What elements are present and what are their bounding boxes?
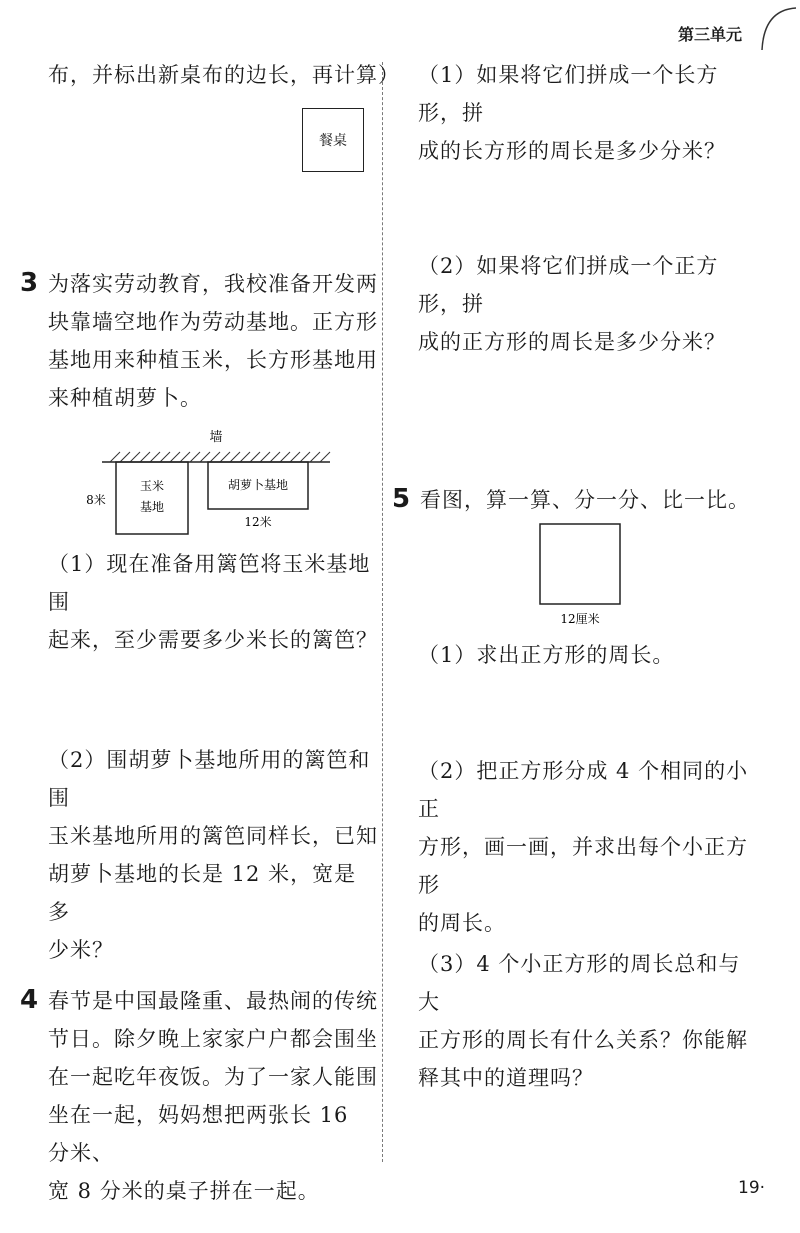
wall-hatching xyxy=(110,452,330,462)
text-line: 基地用来种植玉米，长方形基地用 xyxy=(48,348,378,372)
question-3-part-2 xyxy=(48,741,378,969)
text-line: 坐在一起，妈妈想把两张长 16 分米、 xyxy=(48,1103,349,1165)
carry-over-line: 布，并标出新桌布的边长，再计算） xyxy=(48,63,400,87)
question-5-part-3 xyxy=(418,945,758,1097)
text-line: 宽 8 分米的桌子拼在一起。 xyxy=(48,1179,320,1203)
square-side-label: 12厘米 xyxy=(560,612,600,626)
question-4-text xyxy=(48,982,378,1210)
text-line: 胡萝卜基地的长是 12 米，宽是多 xyxy=(48,862,357,924)
text-line: 节日。除夕晚上家家户户都会围坐 xyxy=(48,1027,378,1051)
text-line: 的周长。 xyxy=(418,911,506,935)
question-5-part-1 xyxy=(418,636,758,674)
text-line: 在一起吃年夜饭。为了一家人能围 xyxy=(48,1065,378,1089)
carrot-length-label: 12米 xyxy=(244,515,272,529)
text-line: 来种植胡萝卜。 xyxy=(48,386,202,410)
question-5-number: 5 xyxy=(392,484,411,514)
carrot-label: 胡萝卜基地 xyxy=(227,478,289,492)
text-line: 成的长方形的周长是多少分米？ xyxy=(418,139,726,163)
corn-plot xyxy=(116,462,188,534)
text-line: （3）4 个小正方形的周长总和与大 xyxy=(418,952,741,1014)
text-line: 成的正方形的周长是多少分米？ xyxy=(418,330,726,354)
text-line: 正方形的周长有什么关系？你能解 xyxy=(418,1028,748,1052)
square-figure xyxy=(530,520,630,630)
text-line: （1）求出正方形的周长。 xyxy=(418,643,675,667)
question-3-text xyxy=(48,265,378,417)
corn-label-1: 玉米 xyxy=(139,479,165,493)
corn-label-2: 基地 xyxy=(139,500,165,514)
text-line: 春节是中国最隆重、最热闹的传统 xyxy=(48,989,378,1013)
question-3-part-1 xyxy=(48,545,378,659)
text-line: 块靠墙空地作为劳动基地。正方形 xyxy=(48,310,378,334)
question-4-part-2 xyxy=(418,247,758,361)
text-line: 玉米基地所用的篱笆同样长，已知 xyxy=(48,824,378,848)
side-length-label: 8米 xyxy=(86,493,106,507)
wall-garden-diagram xyxy=(80,425,360,540)
text-line: 起来，至少需要多少米长的篱笆？ xyxy=(48,628,378,652)
page-number: 19· xyxy=(738,1178,766,1198)
text-line: 为落实劳动教育，我校准备开发两 xyxy=(48,272,378,296)
text-line: （1）如果将它们拼成一个长方形，拼 xyxy=(418,63,719,125)
text-line: （2）如果将它们拼成一个正方形，拼 xyxy=(418,254,719,316)
text-line: （1）现在准备用篱笆将玉米基地围 xyxy=(48,552,371,614)
text-line: 方形，画一画，并求出每个小正方形 xyxy=(418,835,748,897)
unit-title: 第三单元 xyxy=(678,25,743,44)
column-divider xyxy=(382,62,383,1162)
wall-label: 墙 xyxy=(209,430,223,445)
question-5-part-2 xyxy=(418,752,758,942)
text-line: 少米？ xyxy=(48,938,114,962)
dining-table-figure xyxy=(302,108,364,172)
dining-table-label: 餐桌 xyxy=(319,133,347,149)
question-5-intro: 看图，算一算、分一分、比一比。 xyxy=(420,488,750,512)
text-line: 释其中的道理吗？ xyxy=(418,1066,594,1090)
big-square xyxy=(540,524,620,604)
corner-decoration xyxy=(758,4,798,54)
question-3-number: 3 xyxy=(20,268,39,298)
question-4-part-1 xyxy=(418,56,758,170)
text-line: （2）把正方形分成 4 个相同的小正 xyxy=(418,759,749,821)
text-line: （2）围胡萝卜基地所用的篱笆和围 xyxy=(48,748,371,810)
question-4-number: 4 xyxy=(20,985,39,1015)
